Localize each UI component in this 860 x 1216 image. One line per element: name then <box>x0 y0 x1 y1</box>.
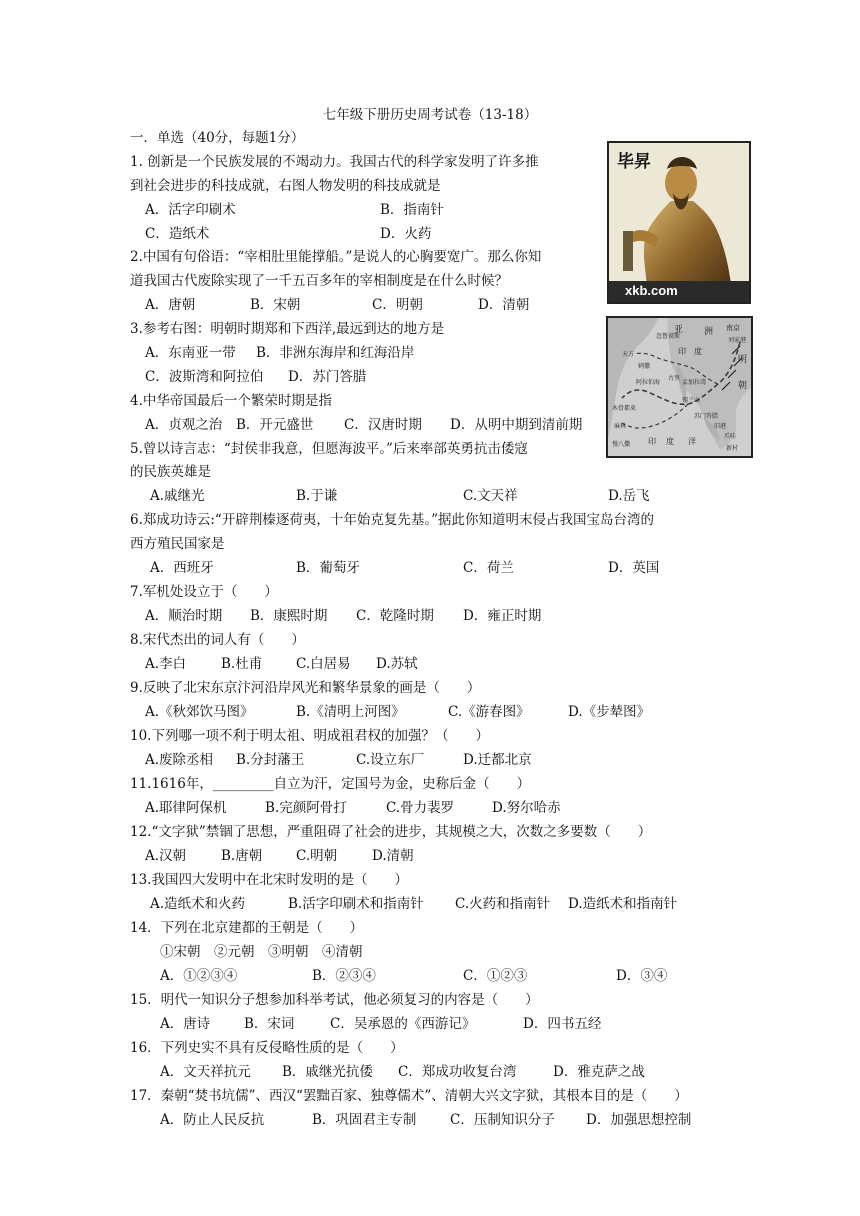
portrait-name-label: 毕昇 <box>617 152 651 172</box>
q2-option-a: A．唐朝 <box>145 297 196 313</box>
q4-option-d: D．从明中期到清前期 <box>450 417 583 433</box>
q10-option-a: A.废除丞相 <box>145 752 214 768</box>
map-label: 古里 <box>668 375 681 382</box>
q2-stem-line1: 2.中国有句俗语：“宰相肚里能撑船。”是说人的心胸要宽广。那么你知 <box>130 249 542 265</box>
q8-option-c: C.白居易 <box>296 656 351 672</box>
q6-option-c: C．荷兰 <box>463 560 514 576</box>
q14-choices: ①宋朝 ②元朝 ③明朝 ④清朝 <box>160 944 363 960</box>
q14-option-b: B．②③④ <box>312 968 376 984</box>
q8-option-a: A.李白 <box>145 656 187 672</box>
q5-option-c: C.文天祥 <box>463 488 518 504</box>
q16-option-d: D．雅克萨之战 <box>553 1064 645 1080</box>
q13-option-a: A.造纸术和火药 <box>150 896 246 912</box>
map-label: 度 <box>666 437 674 446</box>
q5-option-b: B.于谦 <box>296 488 338 504</box>
q13-option-c: C.火药和指南针 <box>455 896 551 912</box>
q12-option-b: B.唐朝 <box>221 848 263 864</box>
q12-option-c: C.明朝 <box>296 848 338 864</box>
map-label: 慢八撒 <box>612 441 631 448</box>
q13-stem: 13.我国四大发明中在北宋时发明的是（ ） <box>130 872 408 888</box>
q7-option-c: C．乾隆时期 <box>356 608 434 624</box>
q16-stem: 16．下列史实不具有反侵略性质的是（ ） <box>130 1040 404 1056</box>
q2-option-b: B．宋朝 <box>250 297 301 313</box>
q15-option-c: C．吴承恩的《西游记》 <box>330 1016 476 1032</box>
q16-option-b: B．戚继光抗倭 <box>282 1064 373 1080</box>
q2-option-d: D．清朝 <box>478 297 530 313</box>
q11-option-b: B.完颜阿骨打 <box>265 800 347 816</box>
q17-option-b: B．巩固君主专制 <box>312 1112 417 1128</box>
q14-stem: 14．下列在北京建都的王朝是（ ） <box>130 920 364 936</box>
map-label: 朝 <box>738 381 748 391</box>
q3-option-d: D．苏门答腊 <box>288 369 367 385</box>
q2-stem-line2: 道我国古代废除实现了一千五百多年的宰相制度是在什么时候？ <box>130 273 508 289</box>
map-label: 新村 <box>726 445 739 452</box>
q6-stem-line1: 6.郑成功诗云:“开辟荆榛逐荷夷，十年始克复先基。”据此你知道明末侵占我国宝岛台湾的 <box>130 512 654 528</box>
map-label: 天方 <box>622 351 635 358</box>
map-label: 苏门答腊 <box>694 413 719 420</box>
q10-option-b: B.分封藩王 <box>236 752 305 768</box>
q17-stem: 17．秦朝“焚书坑儒”、西汉“罢黜百家、独尊儒术”、清朝大兴文字狱，其根本目的是（ ） <box>130 1088 688 1104</box>
q12-option-d: D.清朝 <box>372 848 414 864</box>
q3-option-c: C．波斯湾和阿拉伯 <box>145 369 264 385</box>
map-label: 印 <box>648 437 656 446</box>
q15-option-a: A．唐诗 <box>160 1016 211 1032</box>
q7-stem: 7.军机处设立于（ ） <box>130 584 278 600</box>
q15-option-d: D．四书五经 <box>523 1016 602 1032</box>
q14-option-a: A．①②③④ <box>160 968 238 984</box>
q5-stem-line1: 5.曾以诗言志：“封侯非我意，但愿海波平。”后来率部英勇抗击倭寇 <box>130 441 528 457</box>
q6-option-a: A．西班牙 <box>150 560 214 576</box>
map-label: 忽鲁谟斯 <box>656 333 681 340</box>
q5-option-d: D.岳飞 <box>608 488 650 504</box>
q4-option-c: C．汉唐时期 <box>344 417 422 433</box>
q4-option-a: A．贞观之治 <box>145 417 223 433</box>
q1-option-b: B．指南针 <box>380 202 444 218</box>
q9-option-b: B.《清明上河图》 <box>296 704 405 720</box>
q17-option-a: A．防止人民反抗 <box>160 1112 265 1128</box>
q9-option-c: C.《游春图》 <box>448 704 530 720</box>
q16-option-a: A．文天祥抗元 <box>160 1064 251 1080</box>
q3-option-a: A．东南亚一带 <box>145 345 236 361</box>
q4-stem: 4.中华帝国最后一个繁荣时期是指 <box>130 393 332 409</box>
q11-option-d: D.努尔哈赤 <box>492 800 561 816</box>
map-label: 孟加拉湾 <box>682 379 707 386</box>
q15-stem: 15．明代一知识分子想参加科举考试，他必须复习的内容是（ ） <box>130 992 539 1008</box>
q10-option-d: D.迁都北京 <box>463 752 532 768</box>
q2-option-c: C．明朝 <box>372 297 423 313</box>
q7-option-a: A．顺治时期 <box>145 608 223 624</box>
q11-stem: 11.1616年，_________自立为汗，定国号为金，史称后金（ ） <box>130 776 531 792</box>
q14-option-c: C．①②③ <box>463 968 528 984</box>
voyage-map <box>606 316 753 458</box>
q17-option-d: D．加强思想控制 <box>586 1112 692 1128</box>
map-label: 剌撒 <box>638 363 651 370</box>
q3-stem: 3.参考右图：明朝时期郑和下西洋,最远到达的地方是 <box>130 321 445 337</box>
q14-option-d: D．③④ <box>616 968 668 984</box>
q8-stem: 8.宋代杰出的词人有（ ） <box>130 632 305 648</box>
q6-option-d: D．英国 <box>608 560 660 576</box>
map-label: 印 <box>678 347 686 356</box>
q17-option-c: C．压制知识分子 <box>450 1112 555 1128</box>
q6-stem-line2: 西方殖民国家是 <box>130 536 225 552</box>
map-label: 南京 <box>726 324 740 332</box>
q9-option-a: A.《秋郊饮马图》 <box>145 704 254 720</box>
map-label: 洲 <box>704 327 714 337</box>
q15-option-b: B．宋词 <box>244 1016 295 1032</box>
map-label: 爪哇 <box>724 433 737 440</box>
q7-option-b: B．康熙时期 <box>250 608 328 624</box>
q12-option-a: A.汉朝 <box>145 848 187 864</box>
q5-option-a: A.戚继光 <box>150 488 205 504</box>
q3-option-b: B．非洲东海岸和红海沿岸 <box>256 345 415 361</box>
section-heading: 一．单选（40分，每题1分） <box>130 130 305 146</box>
q12-stem: 12.“文字狱”禁锢了思想，严重阻碍了社会的进步，其规模之大，次数之多要数（ ） <box>130 824 652 840</box>
q11-option-a: A.耶律阿保机 <box>145 800 227 816</box>
map-label: 阿拉伯海 <box>636 379 661 386</box>
q7-option-d: D．雍正时期 <box>463 608 542 624</box>
q13-option-d: D.造纸术和指南针 <box>568 896 678 912</box>
map-label: 木骨都束 <box>612 405 637 412</box>
map-label: 旧港 <box>714 423 727 430</box>
q5-stem-line2: 的民族英雄是 <box>130 464 211 480</box>
map-label: 锡兰山 <box>682 397 701 404</box>
exam-title: 七年级下册历史周考试卷（13-18） <box>322 107 538 123</box>
q9-option-d: D.《步辇图》 <box>568 704 651 720</box>
map-label: 明 <box>738 355 748 365</box>
q4-option-b: B．开元盛世 <box>236 417 314 433</box>
map-label: 刘家港 <box>728 337 747 344</box>
q1-option-a: A．活字印刷术 <box>145 202 236 218</box>
q10-option-c: C.设立东厂 <box>356 752 425 768</box>
q8-option-d: D.苏轼 <box>376 656 418 672</box>
q1-option-d: D．火药 <box>380 226 432 242</box>
q9-stem: 9.反映了北宋东京汴河沿岸风光和繁华景象的画是（ ） <box>130 680 481 696</box>
q10-stem: 10.下列哪一项不利于明太祖、明成祖君权的加强？（ ） <box>130 728 489 744</box>
map-label: 麻林 <box>614 423 627 430</box>
q13-option-b: B.活字印刷术和指南针 <box>288 896 424 912</box>
map-label: 度 <box>694 347 702 356</box>
q1-option-c: C．造纸术 <box>145 226 210 242</box>
bisheng-portrait <box>607 141 751 304</box>
q6-option-b: B．葡萄牙 <box>296 560 360 576</box>
q1-stem-line1: 1. 创新是一个民族发展的不竭动力。我国古代的科学家发明了许多推 <box>130 154 539 170</box>
q16-option-c: C．郑成功收复台湾 <box>398 1064 517 1080</box>
map-label: 亚 <box>674 325 684 335</box>
q8-option-b: B.杜甫 <box>221 656 263 672</box>
q1-stem-line2: 到社会进步的科技成就，右图人物发明的科技成就是 <box>130 178 441 194</box>
map-label: 洋 <box>688 437 696 446</box>
q11-option-c: C.骨力裴罗 <box>386 800 455 816</box>
watermark-text: xkb.com <box>625 283 678 298</box>
